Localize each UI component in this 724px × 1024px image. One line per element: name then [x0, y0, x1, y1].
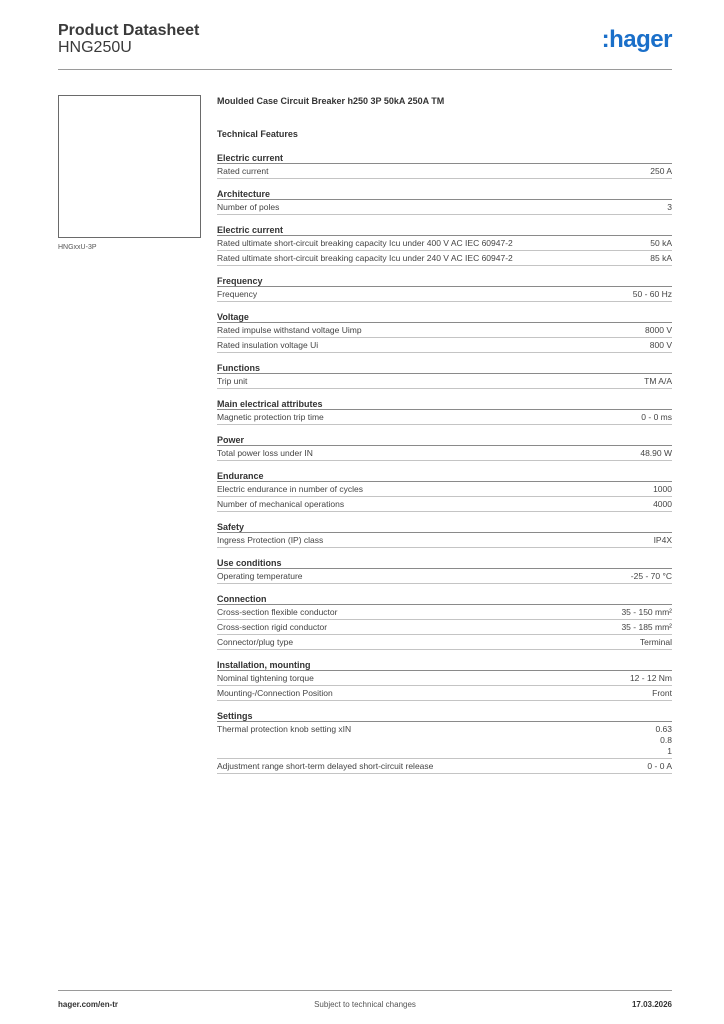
spec-row	[217, 671, 672, 686]
spec-value	[641, 412, 672, 423]
spec-label: Connector/plug type	[217, 637, 294, 647]
spec-value-line: 85 kA	[650, 253, 672, 263]
spec-label: Mounting-/Connection Position	[217, 688, 333, 698]
spec-row	[217, 497, 672, 512]
section-title: Frequency	[217, 275, 672, 287]
spec-value	[652, 688, 672, 699]
spec-value-line: 4000	[653, 499, 672, 509]
spec-label: Ingress Protection (IP) class	[217, 535, 324, 545]
spec-value	[631, 571, 672, 582]
footer-website-link[interactable]: hager.com/en-tr	[58, 1000, 119, 1009]
spec-value-line: 48.90 W	[640, 448, 672, 458]
spec-section	[217, 224, 672, 266]
spec-value-line: 35 - 150 mm²	[621, 607, 672, 617]
spec-value-line: Front	[652, 688, 672, 698]
spec-value	[640, 637, 672, 648]
footer-note: Subject to technical changes	[314, 1000, 416, 1009]
spec-row	[217, 374, 672, 389]
section-title: Power	[217, 434, 672, 446]
spec-section	[217, 521, 672, 548]
section-title: Functions	[217, 362, 672, 374]
datasheet-content	[217, 95, 672, 783]
spec-row	[217, 569, 672, 584]
image-caption: HNGxxU-3P	[58, 244, 97, 251]
section-title: Main electrical attributes	[217, 398, 672, 410]
spec-row	[217, 287, 672, 302]
spec-label: Rated ultimate short-circuit breaking capacity Icu under 400 V AC IEC 60947-2	[217, 238, 513, 248]
spec-section	[217, 434, 672, 461]
spec-label: Number of poles	[217, 202, 280, 212]
spec-value	[650, 166, 672, 177]
spec-value	[621, 607, 672, 618]
section-title: Electric current	[217, 224, 672, 236]
spec-value	[655, 724, 672, 757]
section-title: Architecture	[217, 188, 672, 200]
spec-section	[217, 362, 672, 389]
spec-value-line: 50 kA	[650, 238, 672, 248]
spec-row	[217, 620, 672, 635]
spec-value-line: 800 V	[649, 340, 672, 350]
spec-value	[650, 253, 672, 264]
spec-section	[217, 710, 672, 774]
technical-features-title: Technical Features	[217, 129, 298, 139]
spec-label: Trip unit	[217, 376, 248, 386]
spec-row	[217, 446, 672, 461]
spec-section	[217, 152, 672, 179]
spec-value-line: 250 A	[650, 166, 672, 176]
spec-label: Electric endurance in number of cycles	[217, 484, 363, 494]
spec-label: Frequency	[217, 289, 258, 299]
spec-value-line: 1	[667, 746, 672, 756]
spec-row	[217, 236, 672, 251]
product-name: Moulded Case Circuit Breaker h250 3P 50kA 250A TM	[217, 96, 445, 106]
spec-value	[647, 761, 672, 772]
spec-value-line: 1000	[653, 484, 672, 494]
spec-section	[217, 398, 672, 425]
section-title: Settings	[217, 710, 672, 722]
spec-label: Magnetic protection trip time	[217, 412, 324, 422]
spec-row	[217, 200, 672, 215]
doc-title: Product Datasheet	[58, 22, 200, 39]
spec-value	[650, 340, 672, 351]
spec-value-line: 0.8	[660, 735, 672, 745]
spec-value-line: 0 - 0 ms	[641, 412, 672, 422]
spec-section	[217, 275, 672, 302]
spec-row	[217, 759, 672, 774]
spec-value-line: 8000 V	[645, 325, 672, 335]
spec-row	[217, 482, 672, 497]
spec-row	[217, 605, 672, 620]
spec-sections	[217, 152, 672, 774]
spec-row	[217, 164, 672, 179]
spec-value	[633, 289, 672, 300]
spec-value	[621, 622, 672, 633]
spec-section	[217, 557, 672, 584]
spec-value	[645, 325, 672, 336]
spec-label: Cross-section flexible conductor	[217, 607, 338, 617]
spec-label: Total power loss under IN	[217, 448, 313, 458]
spec-row	[217, 635, 672, 650]
spec-value	[640, 448, 672, 459]
spec-value	[650, 238, 672, 249]
section-title: Safety	[217, 521, 672, 533]
spec-label: Rated ultimate short-circuit breaking capacity Icu under 240 V AC IEC 60947-2	[217, 253, 513, 263]
spec-value-line: 35 - 185 mm²	[621, 622, 672, 632]
spec-row	[217, 338, 672, 353]
footer-date: 17.03.2026	[631, 1000, 672, 1009]
spec-label: Cross-section rigid conductor	[217, 622, 328, 632]
spec-value-line: 0 - 0 A	[647, 761, 672, 771]
section-title: Installation, mounting	[217, 659, 672, 671]
page-footer	[58, 990, 672, 1012]
spec-value	[644, 376, 672, 387]
spec-section	[217, 311, 672, 353]
spec-row	[217, 251, 672, 266]
spec-label: Adjustment range short-term delayed short-circuit release	[217, 761, 434, 771]
spec-value-line: 0.63	[655, 724, 672, 734]
section-title: Endurance	[217, 470, 672, 482]
spec-label: Rated insulation voltage Ui	[217, 340, 319, 350]
spec-section	[217, 659, 672, 701]
spec-label: Number of mechanical operations	[217, 499, 345, 509]
spec-value-line: 50 - 60 Hz	[632, 289, 672, 299]
section-title: Connection	[217, 593, 672, 605]
section-title: Electric current	[217, 152, 672, 164]
spec-section	[217, 470, 672, 512]
spec-value-line: Terminal	[639, 637, 672, 647]
spec-value-line: 3	[667, 202, 672, 212]
spec-value	[667, 202, 672, 213]
spec-value-line: 12 - 12 Nm	[629, 673, 672, 683]
spec-row	[217, 410, 672, 425]
product-reference: HNG250U	[58, 39, 132, 56]
spec-value	[653, 484, 672, 495]
spec-label: Rated current	[217, 166, 269, 176]
spec-row	[217, 323, 672, 338]
spec-label: Nominal tightening torque	[217, 673, 314, 683]
spec-label: Rated impulse withstand voltage Uimp	[217, 325, 362, 335]
spec-value	[630, 673, 672, 684]
spec-value-line: -25 - 70 °C	[630, 571, 672, 581]
page-header	[58, 22, 672, 70]
spec-value-line: TM A/A	[644, 376, 672, 386]
spec-row	[217, 533, 672, 548]
section-title: Use conditions	[217, 557, 672, 569]
product-image-placeholder	[58, 95, 201, 238]
hager-logo: :hager	[601, 26, 672, 53]
spec-label: Thermal protection knob setting xIN	[217, 724, 352, 734]
spec-value	[653, 499, 672, 510]
spec-row	[217, 722, 672, 759]
spec-section	[217, 188, 672, 215]
section-title: Voltage	[217, 311, 672, 323]
spec-row	[217, 686, 672, 701]
spec-value-line: IP4X	[653, 535, 672, 545]
spec-section	[217, 593, 672, 650]
spec-label: Operating temperature	[217, 571, 303, 581]
spec-value	[654, 535, 672, 546]
